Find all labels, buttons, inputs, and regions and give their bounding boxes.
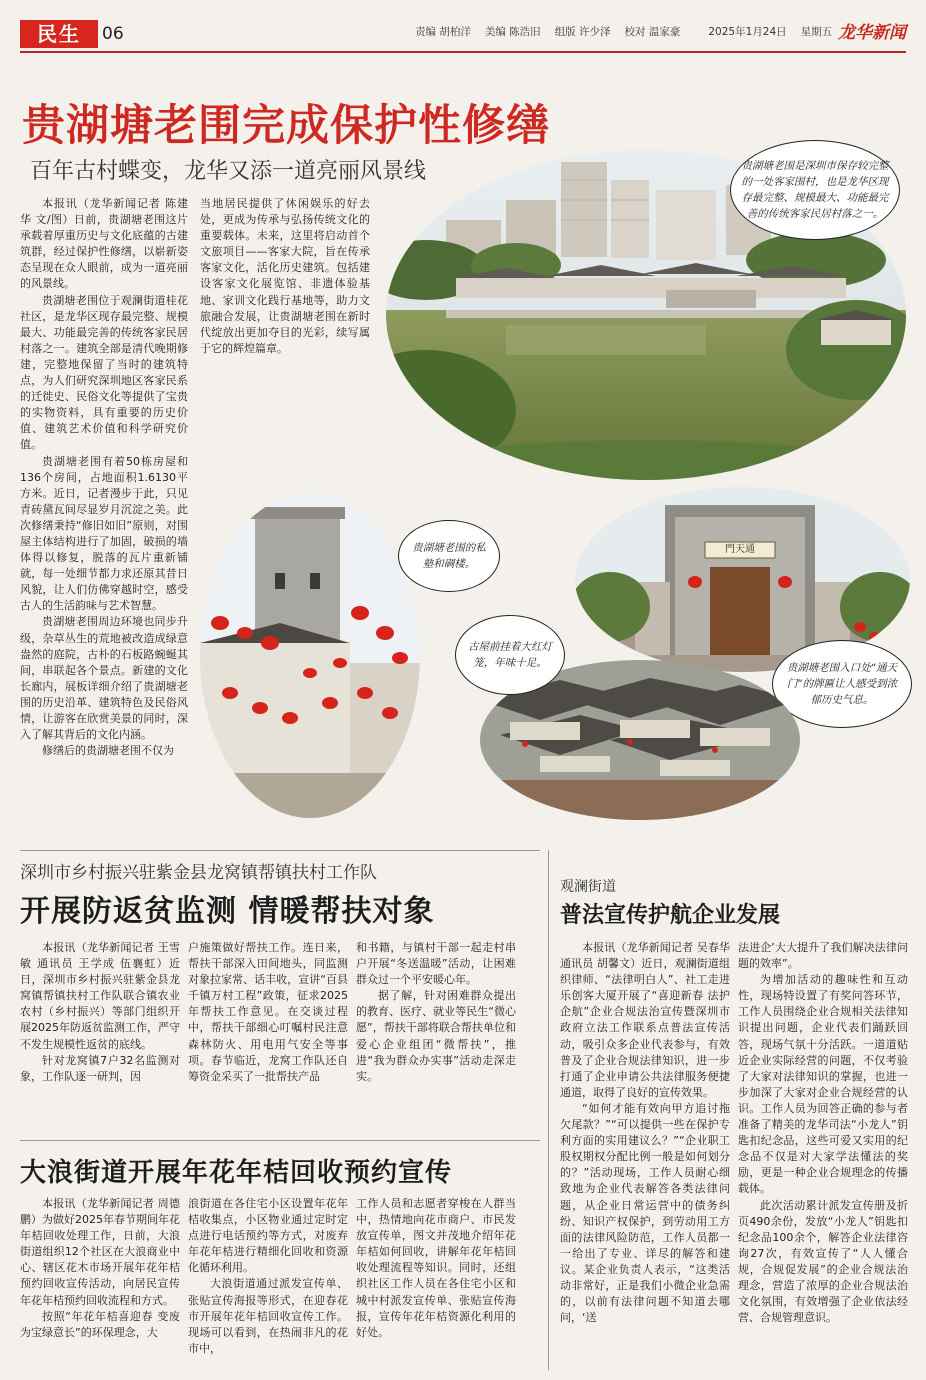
issue-date: 2025年1月24日 bbox=[708, 26, 787, 38]
paragraph: 户施策做好帮扶工作。连日来，帮扶干部深入田间地头，同监测对象拉家常、话丰收，宣讲“百县千镇万村工程”政策，征求2025年帮扶工作意见。在交谈过程中，帮扶干部细心叮嘱村民注意森林防火、用电用气安全等事项。春节临近，龙窝工作队还自筹资金采买了一批帮扶产品 bbox=[188, 941, 348, 1083]
proof-credit: 校对 温家豪 bbox=[624, 26, 681, 38]
story4-col2 bbox=[738, 940, 908, 1370]
story2-kicker: 深圳市乡村振兴驻紫金县龙窝镇帮镇扶村工作队 bbox=[20, 863, 377, 883]
main-story-col2 bbox=[200, 196, 370, 486]
tower-photo bbox=[200, 493, 420, 818]
story2-col3 bbox=[356, 940, 516, 1110]
paragraph: 法进企’大大提升了我们解决法律问题的效率”。 bbox=[738, 941, 908, 971]
paragraph: 本报讯（龙华新闻记者 周德鹏）为做好2025年春节期间年花年桔回收处理工作，日前，大浪街道组织12个社区在大浪商业中心、辖区花木市场开展年花年桔预约回收宣传活动，向居民宣传年花年桔预约回收流程和方式。 bbox=[20, 1197, 180, 1307]
paragraph: 本报讯（龙华新闻记者 陈建华 文/图）日前，贵湖塘老围这片承载着厚重历史与文化底蕴的古建筑群，经过保护性修缮，以崭新姿态呈现在众人眼前，成为一道亮丽的风景线。 bbox=[20, 197, 188, 291]
paragraph: 此次活动累计派发宣传册及折页490余份，发放“小龙人”钥匙扣纪念品100余个，解答企业法律咨询27次，有效宣传了“人人懂合规，合规促发展”的企业合规法治理念，营造了浓厚的企业合规法治文化氛围，有效增强了企业依法经营、合规管理意识。 bbox=[738, 1198, 908, 1325]
story3-headline: 大浪街道开展年花年桔回收预约宣传 bbox=[20, 1158, 453, 1188]
main-story-col1 bbox=[20, 196, 188, 826]
editor-credit: 责编 胡柏洋 bbox=[415, 26, 471, 38]
layout-credit: 组版 许少泽 bbox=[554, 26, 611, 38]
caption-main-photo: 贵湖塘老围是深圳市保存较完整的一处客家围村，也是龙华区现存最完整、规模最大、功能最完善的传统客家民居村落之一。 bbox=[730, 140, 900, 240]
header-rule bbox=[20, 51, 906, 53]
paragraph: 浪街道在各住宅小区设置年花年桔收集点，小区物业通过定时定点进行电话预约等方式，对废弃年花年桔进行精细化回收和资源化循环利用。 bbox=[188, 1197, 348, 1275]
paragraph: 当地居民提供了休闲娱乐的好去处，更成为传承与弘扬传统文化的重要载体。未来，这里将启动首个文旅项目——客家大院，旨在传承客家文化，活化历史建筑。包括建设客家文化展览馆、非遗体验基地、家训文化践行基地等，助力文旅融合发展，让贵湖塘老围在新时代绽放出更加夺目的光彩，续写属于它的辉煌篇章。 bbox=[200, 197, 370, 355]
paragraph: 修缮后的贵湖塘老围不仅为 bbox=[42, 744, 174, 758]
paragraph: 本报讯（龙华新闻记者 吴春华 通讯员 胡馨文）近日，观澜街道组织律师、“法律明白人”、社工走进乐创客大厦开展了“喜迎新春 法护企航”企业合规法治宣传暨深圳市政府立法工作联系点普法宣传活动，吸引众多企业代表参与，有效普及了企业合规法律知识，进一步打通了企业申请公共法律服务便捷通道，取得了良好的宣传效果。 bbox=[560, 941, 730, 1099]
paragraph: 贵湖塘老围周边环境也同步升级，杂草丛生的荒地被改造成绿意盎然的庭院，古朴的石板路蜿蜒其间，串联起各个景点。新建的文化长廊内，展板详细介绍了贵湖塘老围的历史沿革、建筑特色及民俗风情，让游客在欣赏美景的同时，深入了解其背后的文化内涵。 bbox=[20, 615, 188, 742]
caption-tower: 贵湖塘老围的私塾和碉楼。 bbox=[398, 520, 500, 592]
main-headline: 贵湖塘老围完成保护性修缮 bbox=[22, 101, 550, 151]
story3-col1 bbox=[20, 1196, 180, 1371]
main-subheadline: 百年古村蝶变，龙华又添一道亮丽风景线 bbox=[30, 159, 427, 184]
issue-weekday: 星期五 bbox=[800, 26, 833, 38]
masthead-credits bbox=[415, 24, 832, 39]
page-number: 06 bbox=[102, 24, 124, 44]
story2-col1 bbox=[20, 940, 180, 1110]
paragraph: 针对龙窝镇7户32名监测对象，工作队逐一研判，因 bbox=[20, 1053, 180, 1083]
story3-col2 bbox=[188, 1196, 348, 1371]
paragraph: 贵湖塘老围位于观澜街道桂花社区，是龙华区现存最完整、规模最大、功能最完善的传统客家民居村落之一。建筑全部是清代晚期修建，完整地保留了当时的建筑特点，为人们研究深圳地区客家民系的迁徙史、民俗文化等提供了宝贵的实物资料，具有重要的历史价值、建筑艺术价值和科学研究价值。 bbox=[20, 293, 188, 452]
paragraph: 据了解，针对困难群众提出的教育、医疗、就业等民生“微心愿”，帮扶干部将联合帮扶单位和爱心企业组团“微帮扶”，推进“我为群众办实事”活动走深走实。 bbox=[356, 989, 516, 1083]
divider bbox=[20, 850, 540, 851]
paragraph: 按照“年花年桔喜迎春 变废为宝绿意长”的环保理念，大 bbox=[20, 1309, 180, 1339]
paragraph: 大浪街道通过派发宣传单、张贴宣传海报等形式，在迎春花市开展年花年桔回收宣传工作。现场可以看到，在热闹非凡的花市中， bbox=[188, 1277, 348, 1355]
caption-lanterns: 古屋前挂着大红灯笼，年味十足。 bbox=[455, 615, 565, 695]
paragraph: 为增加活动的趣味性和互动性，现场特设置了有奖问答环节，工作人员围绕企业合规相关法律知识提出问题，企业代表们踊跃回答，现场气氛十分活跃。一道道贴近企业实际经营的问题，不仅考验了大家对法律知识的掌握，也进一步加深了大家对企业合规经营的认识。工作人员为回答正确的参与者准备了精美的龙华司法“小龙人”钥匙扣纪念品，这些可爱又实用的纪念品不仅是对大家学法懂法的奖励，更是一种企业合规理念的传播载体。 bbox=[738, 973, 908, 1196]
section-tag: 民生 bbox=[20, 20, 98, 48]
divider bbox=[20, 1140, 540, 1141]
story3-col3 bbox=[356, 1196, 516, 1371]
gate-plaque: 門天通 bbox=[725, 544, 755, 555]
paragraph: 贵湖塘老围有着50栋房屋和136个房间，占地面积1.6130平方米。近日，记者漫步于此，只见青砖黛瓦间尽显岁月沉淀之美。此次修缮秉持“修旧如旧”原则，对围屋主体结构进行了加固，破损的墙体得以修复，脱落的瓦片重新铺就，每一处细节都力求还原其昔日风貌，让人们仿佛穿越时空，感受古人的生活韵味与艺术智慧。 bbox=[20, 454, 188, 613]
paper-logo: 龙华新闻 bbox=[838, 23, 906, 43]
story4-headline: 普法宣传护航企业发展 bbox=[560, 903, 781, 928]
tower-lanterns-illustration bbox=[200, 493, 420, 818]
column-divider bbox=[548, 850, 549, 1370]
story2-headline: 开展防返贫监测 情暖帮扶对象 bbox=[20, 894, 435, 929]
designer-credit: 美编 陈浩旧 bbox=[484, 26, 541, 38]
caption-gate: 贵湖塘老围入口处“通天门”的牌匾让人感受到浓郁历史气息。 bbox=[772, 640, 912, 728]
paragraph: “如何才能有效向甲方追讨拖欠尾款？”“可以提供一些在保护专利方面的实用建议么？”“企业职工股权期权分配比例一般是如何划分的？”活动现场，工作人员耐心细致地为企业代表解答各类法律问题，从企业日常运营中的债务纠纷、知识产权保护，到劳动用工方面的法律风险防范，工作人员都一一给出了专业、详尽的解答和建议。某企业负责人表示，“这类活动非常好，正是我们小微企业急需的，以前有法律问题不知道去哪问，‘送 bbox=[560, 1101, 730, 1325]
paragraph: 本报讯（龙华新闻记者 王雪敏 通讯员 王学成 伍襄虹）近日，深圳市乡村振兴驻紫金县龙窝镇帮镇扶村工作队联合镇农业农村（乡村振兴）等部门组织开展2025年防返贫监测工作，严守不发生规模性返贫的底线。 bbox=[20, 941, 180, 1051]
paragraph: 工作人员和志愿者穿梭在人群当中，热情地向花市商户、市民发放宣传单，图文并茂地介绍年花年桔如何回收，讲解年花年桔回收处理流程等知识。同时，还组织社区工作人员在各住宅小区和城中村派发宣传单、张贴宣传海报，宣传年花年桔资源化利用的好处。 bbox=[356, 1197, 516, 1339]
story4-col1 bbox=[560, 940, 730, 1370]
story2-col2 bbox=[188, 940, 348, 1110]
story4-kicker: 观澜街道 bbox=[560, 879, 616, 895]
paragraph: 和书籍，与镇村干部一起走村串户开展“冬送温暖”活动，让困难群众过一个平安暖心年。 bbox=[356, 941, 516, 987]
